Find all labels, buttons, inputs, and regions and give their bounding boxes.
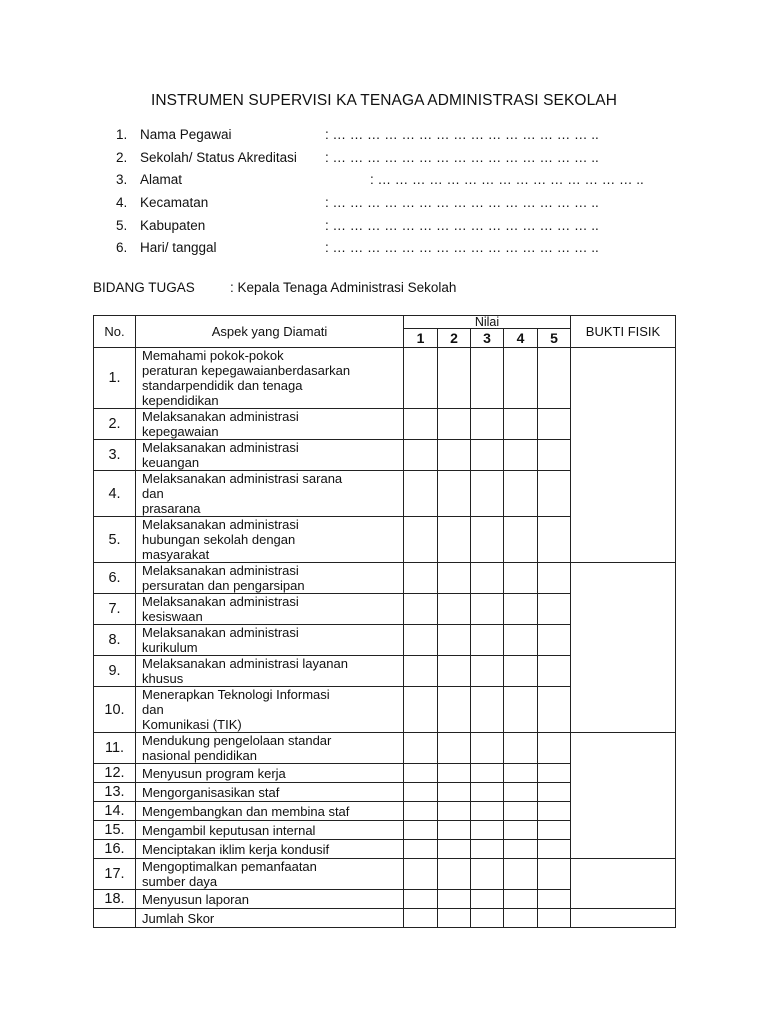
score-cell-4[interactable]: [504, 348, 538, 409]
table-row: [94, 733, 676, 764]
score-cell-1[interactable]: [404, 821, 438, 840]
field-label: Sekolah/ Status Akreditasi: [140, 149, 297, 165]
field-number: 4.: [116, 195, 128, 211]
aspect-text: Melaksanakan administrasi persuratan dan pengarsipan: [136, 563, 404, 594]
score-cell-3[interactable]: [471, 783, 504, 802]
header-aspek: Aspek yang Diamati: [136, 316, 404, 348]
row-number: 7.: [94, 594, 136, 625]
aspect-text: Melaksanakan administrasi layanan khusus: [136, 656, 404, 687]
total-score-cell-5[interactable]: [538, 909, 571, 928]
score-cell-3[interactable]: [471, 687, 504, 733]
bukti-fisik-cell[interactable]: [571, 348, 676, 563]
score-cell-3[interactable]: [471, 733, 504, 764]
header-no: No.: [94, 316, 136, 348]
score-cell-2[interactable]: [438, 687, 471, 733]
score-cell-2[interactable]: [438, 563, 471, 594]
row-number: 15.: [94, 821, 136, 840]
score-cell-3[interactable]: [471, 859, 504, 890]
field-label: Hari/ tanggal: [140, 240, 217, 256]
score-cell-4[interactable]: [504, 783, 538, 802]
aspect-text: Mengembangkan dan membina staf: [136, 802, 404, 821]
score-cell-4[interactable]: [504, 656, 538, 687]
field-label: Kabupaten: [140, 217, 206, 233]
score-cell-4[interactable]: [504, 764, 538, 783]
score-cell-3[interactable]: [471, 563, 504, 594]
score-cell-4[interactable]: [504, 409, 538, 440]
score-cell-4[interactable]: [504, 440, 538, 471]
row-number: 8.: [94, 625, 136, 656]
header-nilai: Nilai: [404, 316, 571, 329]
score-cell-3[interactable]: [471, 594, 504, 625]
aspect-text: Menciptakan iklim kerja kondusif: [136, 840, 404, 859]
aspect-text: Mengorganisasikan staf: [136, 783, 404, 802]
score-cell-1[interactable]: [404, 764, 438, 783]
score-cell-1[interactable]: [404, 840, 438, 859]
total-label: Jumlah Skor: [136, 909, 404, 928]
score-cell-4[interactable]: [504, 802, 538, 821]
field-blank: : … … … … … … … … … … … … … … … ..: [370, 172, 644, 188]
row-number: 5.: [94, 517, 136, 563]
total-bukti-cell[interactable]: [571, 909, 676, 928]
aspect-text: Melaksanakan administrasi hubungan sekolah dengan masyarakat: [136, 517, 404, 563]
table-row: [94, 859, 676, 890]
score-cell-5[interactable]: [538, 471, 571, 517]
score-cell-5[interactable]: [538, 348, 571, 409]
score-cell-2[interactable]: [438, 733, 471, 764]
score-cell-2[interactable]: [438, 594, 471, 625]
table-row: [94, 563, 676, 594]
row-number: 18.: [94, 890, 136, 909]
score-cell-5[interactable]: [538, 859, 571, 890]
total-score-cell-2[interactable]: [438, 909, 471, 928]
score-cell-3[interactable]: [471, 517, 504, 563]
field-number: 6.: [116, 240, 128, 256]
document-title: INSTRUMEN SUPERVISI KA TENAGA ADMINISTRASI SEKOLAH: [150, 92, 618, 109]
score-cell-3[interactable]: [471, 348, 504, 409]
aspect-text: Menerapkan Teknologi Informasi dan Komunikasi (TIK): [136, 687, 404, 733]
score-cell-2[interactable]: [438, 517, 471, 563]
score-cell-1[interactable]: [404, 440, 438, 471]
score-cell-1[interactable]: [404, 625, 438, 656]
score-cell-1[interactable]: [404, 656, 438, 687]
total-score-cell-1[interactable]: [404, 909, 438, 928]
score-cell-1[interactable]: [404, 348, 438, 409]
score-cell-5[interactable]: [538, 594, 571, 625]
score-cell-3[interactable]: [471, 440, 504, 471]
score-cell-5[interactable]: [538, 802, 571, 821]
score-cell-5[interactable]: [538, 733, 571, 764]
score-cell-5[interactable]: [538, 783, 571, 802]
row-number: 1.: [94, 348, 136, 409]
bidang-label: BIDANG TUGAS: [93, 280, 195, 295]
total-score-cell-3[interactable]: [471, 909, 504, 928]
score-cell-4[interactable]: [504, 733, 538, 764]
score-cell-5[interactable]: [538, 625, 571, 656]
score-cell-3[interactable]: [471, 625, 504, 656]
header-score-1: 1: [404, 329, 438, 348]
field-number: 1.: [116, 127, 128, 142]
score-cell-3[interactable]: [471, 840, 504, 859]
score-cell-3[interactable]: [471, 656, 504, 687]
row-number: 16.: [94, 840, 136, 859]
header-bukti-fisik: BUKTI FISIK: [571, 316, 676, 348]
header-score-5: 5: [538, 329, 571, 348]
field-number: 2.: [116, 149, 128, 165]
score-cell-1[interactable]: [404, 687, 438, 733]
field-blank: : … … … … … … … … … … … … … … … ..: [325, 240, 599, 256]
table-body: [94, 348, 676, 928]
score-cell-2[interactable]: [438, 859, 471, 890]
field-label: Alamat: [140, 172, 183, 188]
row-number: 4.: [94, 471, 136, 517]
score-cell-4[interactable]: [504, 563, 538, 594]
score-cell-2[interactable]: [438, 890, 471, 909]
score-cell-5[interactable]: [538, 890, 571, 909]
field-blank: : … … … … … … … … … … … … … … … ..: [325, 127, 599, 142]
score-cell-3[interactable]: [471, 409, 504, 440]
score-cell-1[interactable]: [404, 802, 438, 821]
score-cell-5[interactable]: [538, 821, 571, 840]
score-cell-2[interactable]: [438, 625, 471, 656]
score-cell-2[interactable]: [438, 440, 471, 471]
score-cell-3[interactable]: [471, 821, 504, 840]
field-label: Kecamatan: [140, 195, 209, 211]
score-cell-2[interactable]: [438, 471, 471, 517]
field-number: 3.: [116, 172, 128, 188]
score-cell-3[interactable]: [471, 890, 504, 909]
aspect-text: Melaksanakan administrasi kepegawaian: [136, 409, 404, 440]
total-score-cell-4[interactable]: [504, 909, 538, 928]
score-cell-5[interactable]: [538, 764, 571, 783]
score-cell-1[interactable]: [404, 563, 438, 594]
aspect-text: Menyusun program kerja: [136, 764, 404, 783]
score-cell-1[interactable]: [404, 594, 438, 625]
score-cell-3[interactable]: [471, 802, 504, 821]
score-cell-2[interactable]: [438, 656, 471, 687]
score-cell-2[interactable]: [438, 348, 471, 409]
row-number: 13.: [94, 783, 136, 802]
row-number: 14.: [94, 802, 136, 821]
total-number-cell: [94, 909, 136, 928]
aspect-text: Mengambil keputusan internal: [136, 821, 404, 840]
score-cell-4[interactable]: [504, 625, 538, 656]
score-cell-3[interactable]: [471, 764, 504, 783]
row-number: 9.: [94, 656, 136, 687]
bidang-value: : Kepala Tenaga Administrasi Sekolah: [230, 280, 457, 295]
score-cell-1[interactable]: [404, 890, 438, 909]
score-cell-1[interactable]: [404, 409, 438, 440]
row-number: 17.: [94, 859, 136, 890]
score-cell-2[interactable]: [438, 783, 471, 802]
score-cell-4[interactable]: [504, 594, 538, 625]
row-number: 11.: [94, 733, 136, 764]
field-blank: : … … … … … … … … … … … … … … … ..: [325, 149, 599, 165]
score-cell-4[interactable]: [504, 687, 538, 733]
total-row: [94, 909, 676, 928]
bidang-tugas: [93, 280, 457, 295]
score-cell-5[interactable]: [538, 440, 571, 471]
score-cell-1[interactable]: [404, 783, 438, 802]
row-number: 2.: [94, 409, 136, 440]
aspect-text: Mendukung pengelolaan standar nasional pendidikan: [136, 733, 404, 764]
score-cell-4[interactable]: [504, 890, 538, 909]
aspect-text: Memahami pokok-pokok peraturan kepegawaianberdasarkan standarpendidik dan tenaga kependidikan: [136, 348, 404, 409]
score-cell-1[interactable]: [404, 733, 438, 764]
score-cell-5[interactable]: [538, 563, 571, 594]
row-number: 6.: [94, 563, 136, 594]
score-cell-5[interactable]: [538, 840, 571, 859]
field-blank: : … … … … … … … … … … … … … … … ..: [325, 195, 599, 211]
field-number: 5.: [116, 217, 128, 233]
score-cell-1[interactable]: [404, 517, 438, 563]
row-number: 10.: [94, 687, 136, 733]
score-cell-2[interactable]: [438, 764, 471, 783]
header-score-3: 3: [471, 329, 504, 348]
score-cell-5[interactable]: [538, 409, 571, 440]
score-cell-4[interactable]: [504, 840, 538, 859]
score-cell-4[interactable]: [504, 859, 538, 890]
score-cell-2[interactable]: [438, 821, 471, 840]
aspect-text: Melaksanakan administrasi kesiswaan: [136, 594, 404, 625]
row-number: 12.: [94, 764, 136, 783]
bukti-fisik-cell[interactable]: [571, 859, 676, 909]
aspect-text: Mengoptimalkan pemanfaatan sumber daya: [136, 859, 404, 890]
score-cell-1[interactable]: [404, 859, 438, 890]
score-cell-4[interactable]: [504, 517, 538, 563]
score-cell-2[interactable]: [438, 409, 471, 440]
score-cell-5[interactable]: [538, 687, 571, 733]
score-cell-4[interactable]: [504, 471, 538, 517]
score-cell-5[interactable]: [538, 517, 571, 563]
aspect-text: Menyusun laporan: [136, 890, 404, 909]
score-cell-2[interactable]: [438, 840, 471, 859]
score-cell-5[interactable]: [538, 656, 571, 687]
aspect-text: Melaksanakan administrasi kurikulum: [136, 625, 404, 656]
field-label: Nama Pegawai: [140, 127, 232, 142]
supervision-table: [93, 315, 676, 928]
bukti-fisik-cell[interactable]: [571, 733, 676, 859]
bukti-fisik-cell[interactable]: [571, 563, 676, 733]
score-cell-3[interactable]: [471, 471, 504, 517]
field-blank: : … … … … … … … … … … … … … … … ..: [325, 217, 599, 233]
table-row: [94, 348, 676, 409]
score-cell-4[interactable]: [504, 821, 538, 840]
score-cell-1[interactable]: [404, 471, 438, 517]
header-score-4: 4: [504, 329, 538, 348]
header-score-2: 2: [438, 329, 471, 348]
score-cell-2[interactable]: [438, 802, 471, 821]
row-number: 3.: [94, 440, 136, 471]
aspect-text: Melaksanakan administrasi sarana dan prasarana: [136, 471, 404, 517]
aspect-text: Melaksanakan administrasi keuangan: [136, 440, 404, 471]
